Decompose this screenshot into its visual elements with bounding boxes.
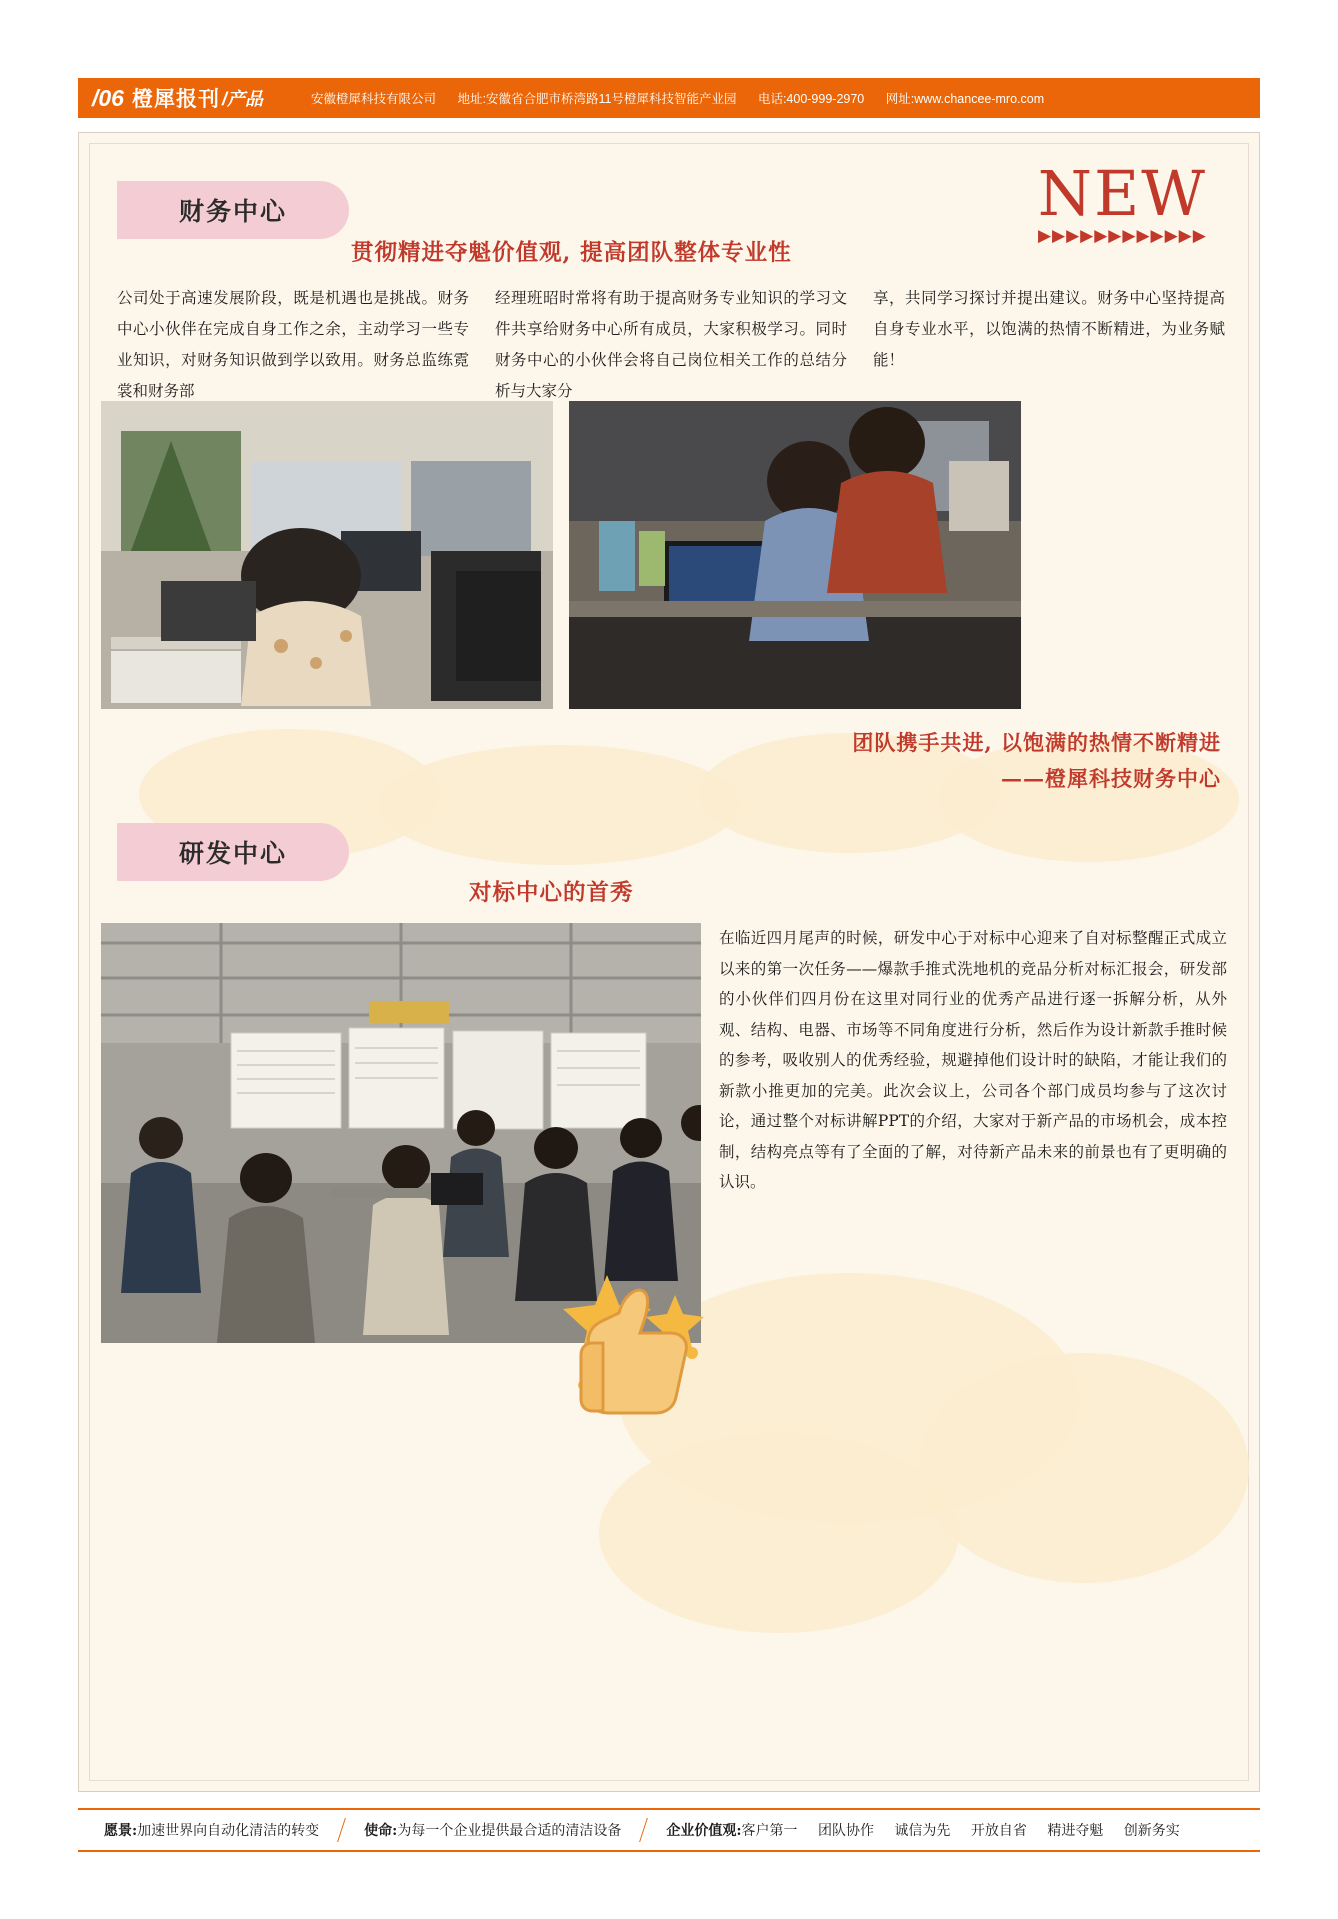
section-title-finance: 贯彻精进夺魁价值观, 提高团队整体专业性 [351,240,792,266]
brand-title: 橙犀报刊 [131,86,220,111]
section-title-rd: 对标中心的首秀 [469,880,634,906]
footer-values [666,1820,1195,1840]
footer-mission-key: 使命: [364,1823,398,1839]
finance-photo-1 [101,401,553,709]
finance-caption-line-1: 团队携手共进, 以饱满的热情不断精进 [852,730,1221,755]
footer-value-item: 诚信为先 [894,1823,951,1839]
section-tag-label: 研发中心 [179,839,288,868]
footer-values-list [742,1820,1196,1840]
thumbs-up-graphic [547,1235,727,1425]
arrow-strip-icon: ▶▶▶▶▶▶▶▶▶▶▶▶ [1037,226,1207,245]
page-header [78,78,1260,118]
header-contact-info [311,89,1062,107]
footer-vision-value: 加速世界向自动化清洁的转变 [137,1823,320,1839]
section-tag-label: 财务中心 [179,197,288,226]
thumbs-up-icon [547,1235,727,1425]
finance-article-col-3: 享，共同学习探讨并提出建议。财务中心坚持提高自身专业水平，以饱满的热情不断精进，为业务赋能！ [873,289,1225,369]
company-website: 网址:www.chancee-mro.com [885,92,1045,106]
footer-mission-value: 为每一个企业提供最合适的清洁设备 [397,1823,622,1839]
decorative-blob [599,1433,959,1633]
photo-graphic [569,401,1021,709]
content-panel [78,132,1260,1792]
company-address: 地址:安徽省合肥市桥湾路11号橙犀科技智能产业园 [457,92,737,106]
new-badge-text: NEW [1037,157,1207,230]
page-footer [78,1808,1260,1852]
section-label: /产品 [221,89,263,109]
company-phone: 电话:400-999-2970 [757,92,865,106]
finance-caption [521,725,1221,797]
finance-article-columns [117,283,1225,407]
company-name: 安徽橙犀科技有限公司 [311,92,437,106]
footer-divider [639,1818,648,1842]
finance-article-col-1: 公司处于高速发展阶段，既是机遇也是挑战。财务中心小伙伴在完成自身工作之余，主动学习一些专业知识，对财务知识做到学以致用。财务总监练霓裳和财务部 [117,289,469,400]
footer-value-item: 开放自省 [970,1823,1027,1839]
decorative-blob [919,1353,1249,1583]
page-number: /06 [92,84,124,111]
section-tag-rd [117,823,349,881]
footer-divider [337,1818,346,1842]
finance-caption-line-2: ——橙犀科技财务中心 [1001,766,1221,791]
section-tag-finance-overlay [117,181,349,239]
footer-value-item: 精进夺魁 [1047,1823,1104,1839]
footer-vision [104,1820,319,1840]
footer-mission [364,1820,621,1840]
footer-value-item: 客户第一 [741,1823,798,1839]
finance-photo-2 [569,401,1021,709]
footer-vision-key: 愿景: [104,1823,138,1839]
rd-article-body: 在临近四月尾声的时候，研发中心于对标中心迎来了自对标整醒正式成立以来的第一次任务——爆款手推式洗地机的竞品分析对标汇报会，研发部的小伙伴们四月份在这里对同行业的优秀产品进行逐一拆解分析，从外观、结构、电器、市场等不同角度进行分析，然后作为设计新款手推时候的参考，吸收别人的优秀经验，规避掉他们设计时的缺陷，才能让我们的新款小推更加的完美。此次会议上，公司各个部门成员均参与了这次讨论，通过整个对标讲解PPT的介绍，大家对于新产品的市场机会，成本控制，结构亮点等有了全面的了解，对待新产品未来的前景也有了更明确的认识。 [719,929,1227,1191]
finance-article-col-2: 经理班昭时常将有助于提高财务专业知识的学习文件共享给财务中心所有成员，大家积极学习。同时财务中心的小伙伴会将自己岗位相关工作的总结分析与大家分 [495,289,847,400]
photo-graphic [101,401,553,709]
footer-values-key: 企业价值观: [666,1823,742,1839]
footer-value-item: 团队协作 [817,1823,874,1839]
new-badge [1037,157,1207,245]
footer-value-item: 创新务实 [1123,1823,1180,1839]
